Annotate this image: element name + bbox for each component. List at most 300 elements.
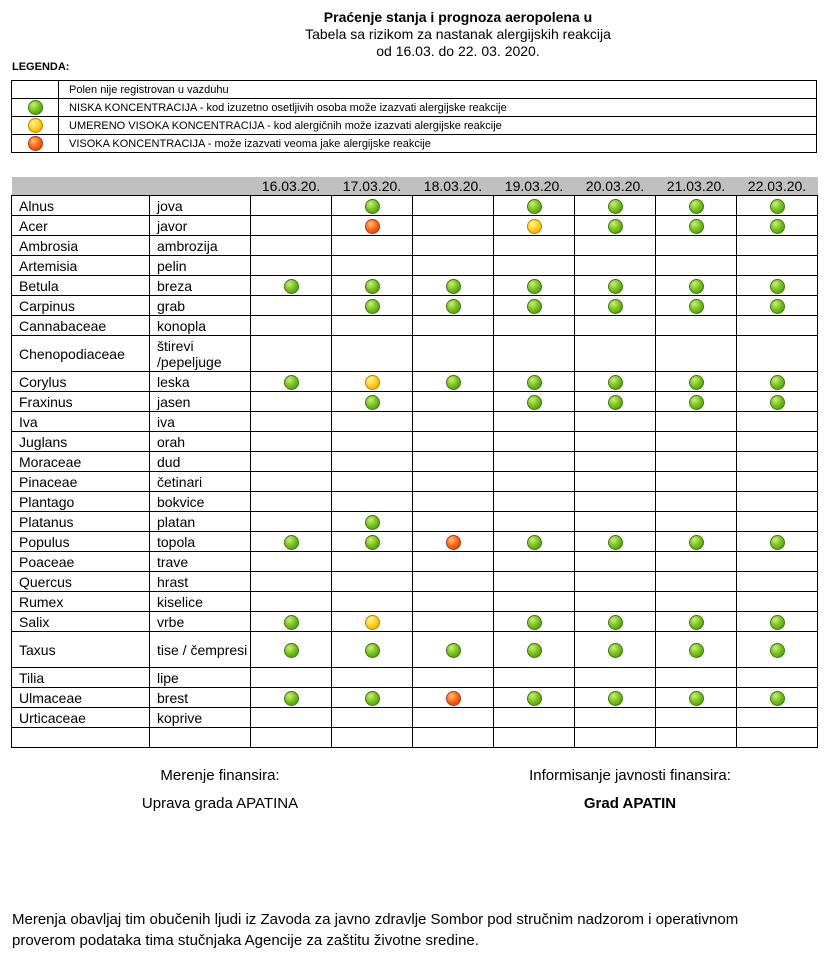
concentration-cell [656,632,737,668]
concentration-cell [737,236,818,256]
green-circle-icon [689,375,704,390]
concentration-cell [251,668,332,688]
concentration-cell [413,708,494,728]
local-name: lipe [150,668,251,688]
legend-swatch [12,81,59,99]
concentration-cell [251,472,332,492]
concentration-cell [494,392,575,412]
concentration-cell [251,316,332,336]
concentration-cell [656,708,737,728]
legend-text: VISOKA KONCENTRACIJA - može izazvati veoma jake alergijske reakcije [59,135,817,153]
concentration-cell [494,688,575,708]
concentration-cell [737,728,818,748]
legend-title: LEGENDA: [12,61,70,73]
green-circle-icon [527,615,542,630]
table-row [12,552,818,572]
concentration-cell [251,432,332,452]
green-circle-icon [608,395,623,410]
local-name: tise / čempresi [150,632,251,668]
green-circle-icon [365,199,380,214]
orange-circle-icon [446,535,461,550]
concentration-cell [575,592,656,612]
date-header: 16.03.20. [251,177,332,196]
concentration-cell [737,432,818,452]
table-row [12,316,818,336]
green-circle-icon [608,691,623,706]
concentration-cell [413,668,494,688]
latin-name: Quercus [12,572,150,592]
concentration-cell [251,256,332,276]
concentration-cell [656,236,737,256]
concentration-cell [656,532,737,552]
table-row [12,256,818,276]
concentration-cell [494,572,575,592]
concentration-cell [251,452,332,472]
concentration-cell [413,276,494,296]
date-header: 20.03.20. [575,177,656,196]
green-circle-icon [527,199,542,214]
concentration-cell [575,372,656,392]
green-circle-icon [365,395,380,410]
concentration-cell [494,296,575,316]
concentration-cell [332,472,413,492]
concentration-cell [656,196,737,216]
concentration-cell [737,276,818,296]
concentration-cell [332,372,413,392]
concentration-cell [494,316,575,336]
latin-name: Plantago [12,492,150,512]
legend-row [12,99,817,117]
green-circle-icon [608,219,623,234]
latin-name: Taxus [12,632,150,668]
concentration-cell [575,256,656,276]
concentration-cell [737,512,818,532]
legend-row [12,81,817,99]
concentration-cell [494,512,575,532]
concentration-cell [737,256,818,276]
latin-name: Artemisia [12,256,150,276]
green-circle-icon [28,100,43,115]
legend-text: UMERENO VISOKA KONCENTRACIJA - kod alergičnih može izazvati alergijske reakcije [59,117,817,135]
green-circle-icon [284,643,299,658]
latin-name: Betula [12,276,150,296]
concentration-cell [413,592,494,612]
concentration-cell [656,512,737,532]
concentration-cell [656,572,737,592]
concentration-cell [737,668,818,688]
concentration-cell [656,552,737,572]
concentration-cell [494,532,575,552]
green-circle-icon [527,643,542,658]
concentration-cell [413,316,494,336]
concentration-cell [332,336,413,372]
latin-name: Carpinus [12,296,150,316]
concentration-cell [251,276,332,296]
concentration-cell [332,592,413,612]
concentration-cell [737,552,818,572]
table-row [12,452,818,472]
table-row [12,392,818,412]
concentration-cell [251,688,332,708]
concentration-cell [656,728,737,748]
green-circle-icon [770,219,785,234]
green-circle-icon [527,395,542,410]
concentration-cell [413,612,494,632]
concentration-cell [332,708,413,728]
local-name: jasen [150,392,251,412]
green-circle-icon [284,615,299,630]
concentration-cell [737,392,818,412]
concentration-cell [575,492,656,512]
green-circle-icon [284,375,299,390]
concentration-cell [575,216,656,236]
footer-note: Merenja obavljaj tim obučenih ljudi iz Zavoda za javno zdravlje Sombor pod stručnim nadzorom i operativnom proverom podataka tima stučnjaka Agencije za zaštitu životne sredine. [12,911,739,949]
concentration-cell [413,688,494,708]
concentration-cell [251,512,332,532]
latin-name: Tilia [12,668,150,688]
green-circle-icon [446,375,461,390]
latin-name [12,728,150,748]
local-name: orah [150,432,251,452]
green-circle-icon [770,615,785,630]
concentration-cell [737,216,818,236]
yellow-circle-icon [527,219,542,234]
table-row [12,372,818,392]
green-circle-icon [284,279,299,294]
table-row [12,296,818,316]
concentration-cell [413,216,494,236]
table-row [12,708,818,728]
date-header: 17.03.20. [332,177,413,196]
concentration-cell [332,276,413,296]
concentration-cell [413,452,494,472]
concentration-cell [737,572,818,592]
concentration-cell [494,196,575,216]
legend-swatch [12,99,59,117]
latin-name: Ambrosia [12,236,150,256]
green-circle-icon [689,535,704,550]
concentration-cell [737,532,818,552]
green-circle-icon [770,535,785,550]
concentration-cell [575,552,656,572]
concentration-cell [332,236,413,256]
green-circle-icon [608,615,623,630]
concentration-cell [656,492,737,512]
table-row [12,336,818,372]
green-circle-icon [770,199,785,214]
concentration-cell [494,552,575,572]
legend-row [12,117,817,135]
concentration-cell [251,392,332,412]
green-circle-icon [527,299,542,314]
table-row [12,276,818,296]
concentration-cell [413,432,494,452]
local-name: topola [150,532,251,552]
yellow-circle-icon [365,375,380,390]
latin-name: Corylus [12,372,150,392]
concentration-cell [332,256,413,276]
local-name: iva [150,412,251,432]
green-circle-icon [689,395,704,410]
local-name: konopla [150,316,251,336]
table-row [12,632,818,668]
concentration-cell [332,668,413,688]
green-circle-icon [608,643,623,658]
concentration-cell [575,296,656,316]
concentration-cell [413,236,494,256]
date-header: 21.03.20. [656,177,737,196]
latin-name: Urticaceae [12,708,150,728]
green-circle-icon [689,691,704,706]
local-name: leska [150,372,251,392]
concentration-cell [737,412,818,432]
concentration-cell [251,196,332,216]
concentration-cell [332,392,413,412]
concentration-cell [575,472,656,492]
latin-name: Populus [12,532,150,552]
local-name: bokvice [150,492,251,512]
local-name [150,728,251,748]
table-row [12,728,818,748]
concentration-cell [332,412,413,432]
concentration-cell [494,472,575,492]
concentration-cell [575,412,656,432]
concentration-cell [251,552,332,572]
concentration-cell [332,196,413,216]
concentration-cell [656,216,737,236]
concentration-cell [251,728,332,748]
concentration-cell [494,452,575,472]
latin-name: Moraceae [12,452,150,472]
green-circle-icon [689,299,704,314]
latin-name: Alnus [12,196,150,216]
concentration-cell [332,632,413,668]
local-name: breza [150,276,251,296]
table-row [12,412,818,432]
concentration-cell [332,296,413,316]
latin-name: Cannabaceae [12,316,150,336]
table-row [12,432,818,452]
green-circle-icon [365,643,380,658]
orange-circle-icon [446,691,461,706]
date-header: 19.03.20. [494,177,575,196]
legend-text: Polen nije registrovan u vazduhu [59,81,817,99]
green-circle-icon [365,515,380,530]
concentration-cell [656,296,737,316]
pollen-forecast-table [11,177,818,748]
concentration-cell [656,256,737,276]
concentration-cell [413,552,494,572]
info-funder: Grad APATIN [583,795,677,812]
yellow-circle-icon [365,615,380,630]
table-row [12,688,818,708]
concentration-cell [332,452,413,472]
concentration-cell [575,452,656,472]
concentration-cell [251,296,332,316]
concentration-cell [413,472,494,492]
concentration-cell [575,392,656,412]
local-name: štirevi /pepeljuge [150,336,251,372]
green-circle-icon [608,279,623,294]
concentration-cell [413,296,494,316]
latin-name: Salix [12,612,150,632]
concentration-cell [737,492,818,512]
concentration-cell [737,296,818,316]
table-row [12,196,818,216]
table-row [12,592,818,612]
document-title: Praćenje stanja i prognoza aeropolena u [323,9,593,25]
latin-name: Pinaceae [12,472,150,492]
green-circle-icon [284,535,299,550]
local-name: ambrozija [150,236,251,256]
measurement-funder: Uprava grada APATINA [141,795,299,812]
concentration-cell [251,632,332,668]
report-period: od 16.03. do 22. 03. 2020. [376,43,540,59]
green-circle-icon [770,299,785,314]
concentration-cell [332,216,413,236]
legend-swatch [12,117,59,135]
concentration-cell [251,412,332,432]
info-funding-label: Informisanje javnosti finansira: [529,767,731,784]
table-row [12,492,818,512]
local-name: četinari [150,472,251,492]
green-circle-icon [608,535,623,550]
green-circle-icon [770,395,785,410]
concentration-cell [332,316,413,336]
concentration-cell [494,708,575,728]
concentration-cell [413,256,494,276]
concentration-cell [413,572,494,592]
concentration-cell [737,316,818,336]
yellow-circle-icon [28,118,43,133]
concentration-cell [656,412,737,432]
concentration-cell [656,392,737,412]
concentration-cell [332,492,413,512]
table-row [12,512,818,532]
concentration-cell [575,196,656,216]
concentration-cell [737,372,818,392]
concentration-cell [413,512,494,532]
local-name: koprive [150,708,251,728]
table-row [12,532,818,552]
green-circle-icon [770,643,785,658]
concentration-cell [656,472,737,492]
concentration-cell [575,512,656,532]
concentration-cell [332,728,413,748]
concentration-cell [413,196,494,216]
green-circle-icon [446,643,461,658]
local-name: dud [150,452,251,472]
concentration-cell [494,432,575,452]
date-header-row [12,177,818,196]
concentration-cell [494,612,575,632]
latin-name: Ulmaceae [12,688,150,708]
header-blank [12,177,251,196]
table-row [12,236,818,256]
concentration-cell [656,316,737,336]
concentration-cell [656,452,737,472]
concentration-cell [656,276,737,296]
concentration-cell [413,532,494,552]
date-header: 22.03.20. [737,177,818,196]
concentration-cell [332,552,413,572]
concentration-cell [494,728,575,748]
local-name: platan [150,512,251,532]
green-circle-icon [365,299,380,314]
concentration-cell [656,372,737,392]
concentration-cell [251,572,332,592]
concentration-cell [494,236,575,256]
latin-name: Chenopodiaceae [12,336,150,372]
concentration-cell [575,612,656,632]
concentration-cell [737,708,818,728]
concentration-cell [494,216,575,236]
latin-name: Rumex [12,592,150,612]
latin-name: Juglans [12,432,150,452]
concentration-cell [332,612,413,632]
orange-circle-icon [365,219,380,234]
local-name: hrast [150,572,251,592]
concentration-cell [575,532,656,552]
table-row [12,612,818,632]
green-circle-icon [608,199,623,214]
concentration-cell [575,572,656,592]
green-circle-icon [527,279,542,294]
local-name: pelin [150,256,251,276]
green-circle-icon [365,279,380,294]
concentration-cell [332,532,413,552]
date-header: 18.03.20. [413,177,494,196]
local-name: grab [150,296,251,316]
concentration-cell [494,276,575,296]
concentration-cell [575,728,656,748]
green-circle-icon [608,299,623,314]
concentration-cell [737,336,818,372]
legend-row [12,135,817,153]
concentration-cell [413,336,494,372]
concentration-cell [332,572,413,592]
concentration-cell [494,632,575,668]
local-name: kiselice [150,592,251,612]
green-circle-icon [527,535,542,550]
table-row [12,472,818,492]
green-circle-icon [365,535,380,550]
local-name: trave [150,552,251,572]
latin-name: Platanus [12,512,150,532]
legend-swatch [12,135,59,153]
measurement-funding-label: Merenje finansira: [160,767,280,784]
green-circle-icon [770,279,785,294]
concentration-cell [494,492,575,512]
concentration-cell [737,688,818,708]
concentration-cell [332,432,413,452]
local-name: vrbe [150,612,251,632]
concentration-cell [737,452,818,472]
table-row [12,572,818,592]
concentration-cell [251,336,332,372]
concentration-cell [575,236,656,256]
green-circle-icon [689,643,704,658]
green-circle-icon [365,691,380,706]
document-subtitle: Tabela sa rizikom za nastanak alergijskih reakcija [305,26,611,42]
green-circle-icon [527,375,542,390]
concentration-cell [575,432,656,452]
concentration-cell [575,316,656,336]
concentration-cell [251,532,332,552]
concentration-cell [251,236,332,256]
concentration-cell [413,492,494,512]
concentration-cell [737,612,818,632]
